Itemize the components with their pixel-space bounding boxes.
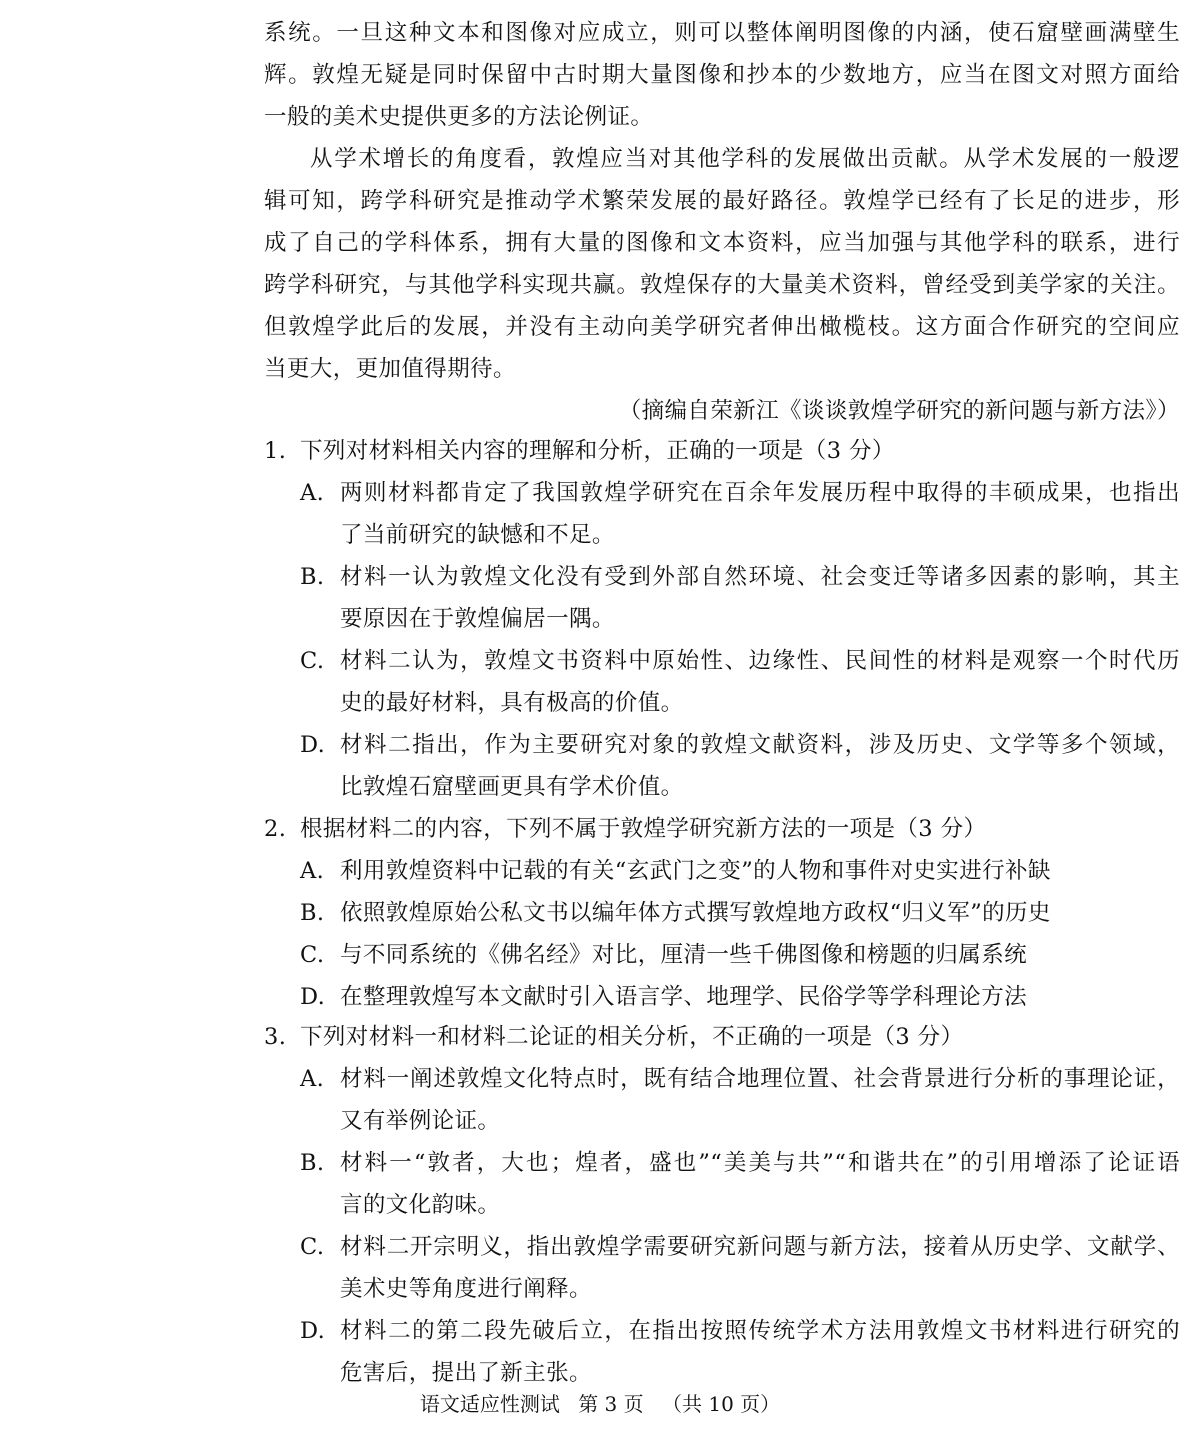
- passage-line: 辑可知，跨学科研究是推动学术繁荣发展的最好路径。敦煌学已经有了长足的进步，形: [264, 188, 1180, 214]
- passage-source: （摘编自荣新江《谈谈敦煌学研究的新问题与新方法》）: [618, 398, 1180, 424]
- option-letter: D.: [300, 1318, 326, 1344]
- option-letter: C.: [300, 648, 325, 674]
- passage-line: 系统。一旦这种文本和图像对应成立，则可以整体阐明图像的内涵，使石窟壁画满壁生: [264, 20, 1180, 46]
- passage-line: 成了自己的学科体系，拥有大量的图像和文本资料，应当加强与其他学科的联系，进行: [264, 230, 1180, 256]
- question-text: 根据材料二的内容，下列不属于敦煌学研究新方法的一项是（3 分）: [300, 816, 987, 842]
- option-text: 材料一阐述敦煌文化特点时，既有结合地理位置、社会背景进行分析的事理论证，: [340, 1066, 1180, 1092]
- footer-subject: 语文适应性测试: [419, 1392, 560, 1416]
- passage-line: 辉。敦煌无疑是同时保留中古时期大量图像和抄本的少数地方，应当在图文对照方面给: [264, 62, 1180, 88]
- question-stem: [264, 814, 1180, 844]
- option-text: 危害后，提出了新主张。: [340, 1360, 592, 1386]
- passage-line: 从学术增长的角度看，敦煌应当对其他学科的发展做出贡献。从学术发展的一般逻: [310, 146, 1180, 172]
- option-text: 材料二认为，敦煌文书资料中原始性、边缘性、民间性的材料是观察一个时代历: [340, 648, 1180, 674]
- option-text: 要原因在于敦煌偏居一隅。: [340, 606, 615, 632]
- question-text: 下列对材料相关内容的理解和分析，正确的一项是（3 分）: [300, 438, 895, 464]
- option-letter: A.: [300, 480, 325, 506]
- option-letter: C.: [300, 1234, 325, 1260]
- passage-line: 当更大，更加值得期待。: [264, 356, 516, 382]
- option-text: 材料二的第二段先破后立，在指出按照传统学术方法用敦煌文书材料进行研究的: [340, 1318, 1180, 1344]
- page-footer: [0, 1390, 1200, 1418]
- option-text: 材料二指出，作为主要研究对象的敦煌文献资料，涉及历史、文学等多个领域，: [340, 732, 1180, 758]
- option-text: 言的文化韵味。: [340, 1192, 501, 1218]
- question-number: 3.: [264, 1024, 287, 1050]
- option-text: 依照敦煌原始公私文书以编年体方式撰写敦煌地方政权“归义军”的历史: [340, 900, 1051, 926]
- option-letter: B.: [300, 1150, 325, 1176]
- option-letter: A.: [300, 858, 325, 884]
- option-text: 美术史等角度进行阐释。: [340, 1276, 592, 1302]
- footer-total-pages: （共 10 页）: [662, 1392, 781, 1416]
- passage-line: 跨学科研究，与其他学科实现共赢。敦煌保存的大量美术资料，曾经受到美学家的关注。: [264, 272, 1180, 298]
- option-text: 两则材料都肯定了我国敦煌学研究在百余年发展历程中取得的丰硕成果，也指出: [340, 480, 1180, 506]
- option-letter: D.: [300, 984, 326, 1010]
- option-text: 材料一“敦者，大也；煌者，盛也”“美美与共”“和谐共在”的引用增添了论证语: [340, 1150, 1180, 1176]
- option-text: 史的最好材料，具有极高的价值。: [340, 690, 684, 716]
- question-stem: [264, 1022, 1180, 1052]
- option-letter: A.: [300, 1066, 325, 1092]
- option-text: 又有举例论证。: [340, 1108, 501, 1134]
- passage-line: 但敦煌学此后的发展，并没有主动向美学研究者伸出橄榄枝。这方面合作研究的空间应: [264, 314, 1180, 340]
- option-letter: D.: [300, 732, 326, 758]
- option-text: 比敦煌石窟壁画更具有学术价值。: [340, 774, 684, 800]
- question-number: 2.: [264, 816, 287, 842]
- option-text: 材料二开宗明义，指出敦煌学需要研究新问题与新方法，接着从历史学、文献学、: [340, 1234, 1180, 1260]
- option-text: 材料一认为敦煌文化没有受到外部自然环境、社会变迁等诸多因素的影响，其主: [340, 564, 1180, 590]
- question-stem: [264, 436, 1180, 466]
- option-letter: B.: [300, 564, 325, 590]
- passage-line: 一般的美术史提供更多的方法论例证。: [264, 104, 654, 130]
- footer-page-number: 第 3 页: [578, 1392, 644, 1416]
- option-text: 在整理敦煌写本文献时引入语言学、地理学、民俗学等学科理论方法: [340, 984, 1028, 1010]
- option-letter: B.: [300, 900, 325, 926]
- option-text: 利用敦煌资料中记载的有关“玄武门之变”的人物和事件对史实进行补缺: [340, 858, 1051, 884]
- question-text: 下列对材料一和材料二论证的相关分析，不正确的一项是（3 分）: [300, 1024, 964, 1050]
- option-text: 了当前研究的缺憾和不足。: [340, 522, 615, 548]
- option-letter: C.: [300, 942, 325, 968]
- question-number: 1.: [264, 438, 287, 464]
- option-text: 与不同系统的《佛名经》对比，厘清一些千佛图像和榜题的归属系统: [340, 942, 1028, 968]
